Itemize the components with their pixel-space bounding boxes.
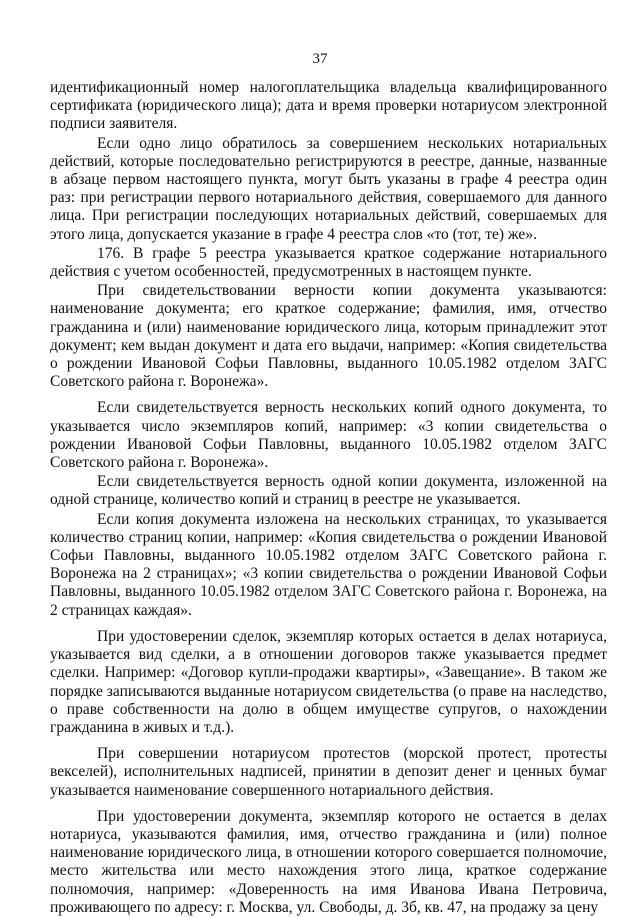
paragraph-transactions: При удостоверении сделок, экземпляр которых остается в делах нотариуса, указывается вид сделки, а в отношении договоров также указывается предмет сделки. Например: «Договор купли-продажи квартиры», «Завещание». В таком же порядке записываются выданные нотариусом свидетельства (о праве на наследство, о праве собственности на долю в общем имуществе супругов, о нахождении гражданина в живых и т.д.). [50, 627, 607, 736]
paragraph-clause-176: 176. В графе 5 реестра указывается краткое содержание нотариального действия с учетом особенностей, предусмотренных в настоящем пункте. [50, 244, 607, 281]
document-body [50, 79, 607, 917]
paragraph-document-certification: При удостоверении документа, экземпляр которого не остается в делах нотариуса, указываются фамилия, имя, отчество гражданина и (или) полное наименование юридического лица, в отношении которого совершается полномочие, место жительства или место нахождения этого лица, краткое содержание полномочия, например: «Доверенность на имя Иванова Ивана Петровича, проживающего по адресу: г. Москва, ул. Свободы, д. 3б, кв. 47, на продажу за цену [50, 807, 607, 916]
paragraph-several-copies: Если свидетельствуется верность нескольких копий одного документа, то указывается число экземпляров копий, например: «3 копии свидетельства о рождении Ивановой Софьи Павловны, выданного 10.05.1982 отделом ЗАГС Советского района г. Воронежа». [50, 399, 607, 472]
paragraph-continuation: идентификационный номер налогоплательщика владельца квалифицированного сертификата (юридического лица); дата и время проверки нотариусом электронной подписи заявителя. [50, 79, 607, 133]
paragraph-copy-certification: При свидетельствовании верности копии документа указываются: наименование документа; его краткое содержание; фамилия, имя, отчество гражданина и (или) наименование юридического лица, которым принадлежит этот документ; кем выдан документ и дата его выдачи, например: «Копия свидетельства о рождении Ивановой Софьи Павловны, выданного 10.05.1982 отделом ЗАГС Советского района г. Воронежа». [50, 282, 607, 391]
paragraph-protests: При совершении нотариусом протестов (морской протест, протесты векселей), исполнительных надписей, принятии в депозит денег и ценных бумаг указывается наименование совершенного нотариального действия. [50, 745, 607, 799]
paragraph-multi-page-copy: Если копия документа изложена на нескольких страницах, то указывается количество страниц копии, например: «Копия свидетельства о рождении Ивановой Софьи Павловны, выданного 10.05.1982 отделом ЗАГС Советского района г. Воронежа на 2 страницах»; «3 копии свидетельства о рождении Ивановой Софьи Павловны, выданного 10.05.1982 отделом ЗАГС Советского района г. Воронежа, на 2 страницах каждая». [50, 510, 607, 619]
paragraph-multiple-actions: Если одно лицо обратилось за совершением нескольких нотариальных действий, которые последовательно регистрируются в реестре, данные, названные в абзаце первом настоящего пункта, могут быть указаны в графе 4 реестра один раз: при регистрации первого нотариального действия, совершаемого для данного лица. При регистрации последующих нотариальных действий, совершаемых для этого лица, допускается указание в графе 4 реестра слов «то (тот, те) же». [50, 134, 607, 243]
page-number: 37 [312, 51, 328, 67]
paragraph-single-copy: Если свидетельствуется верность одной копии документа, изложенной на одной странице, количество копий и страниц в реестре не указывается. [50, 473, 607, 509]
